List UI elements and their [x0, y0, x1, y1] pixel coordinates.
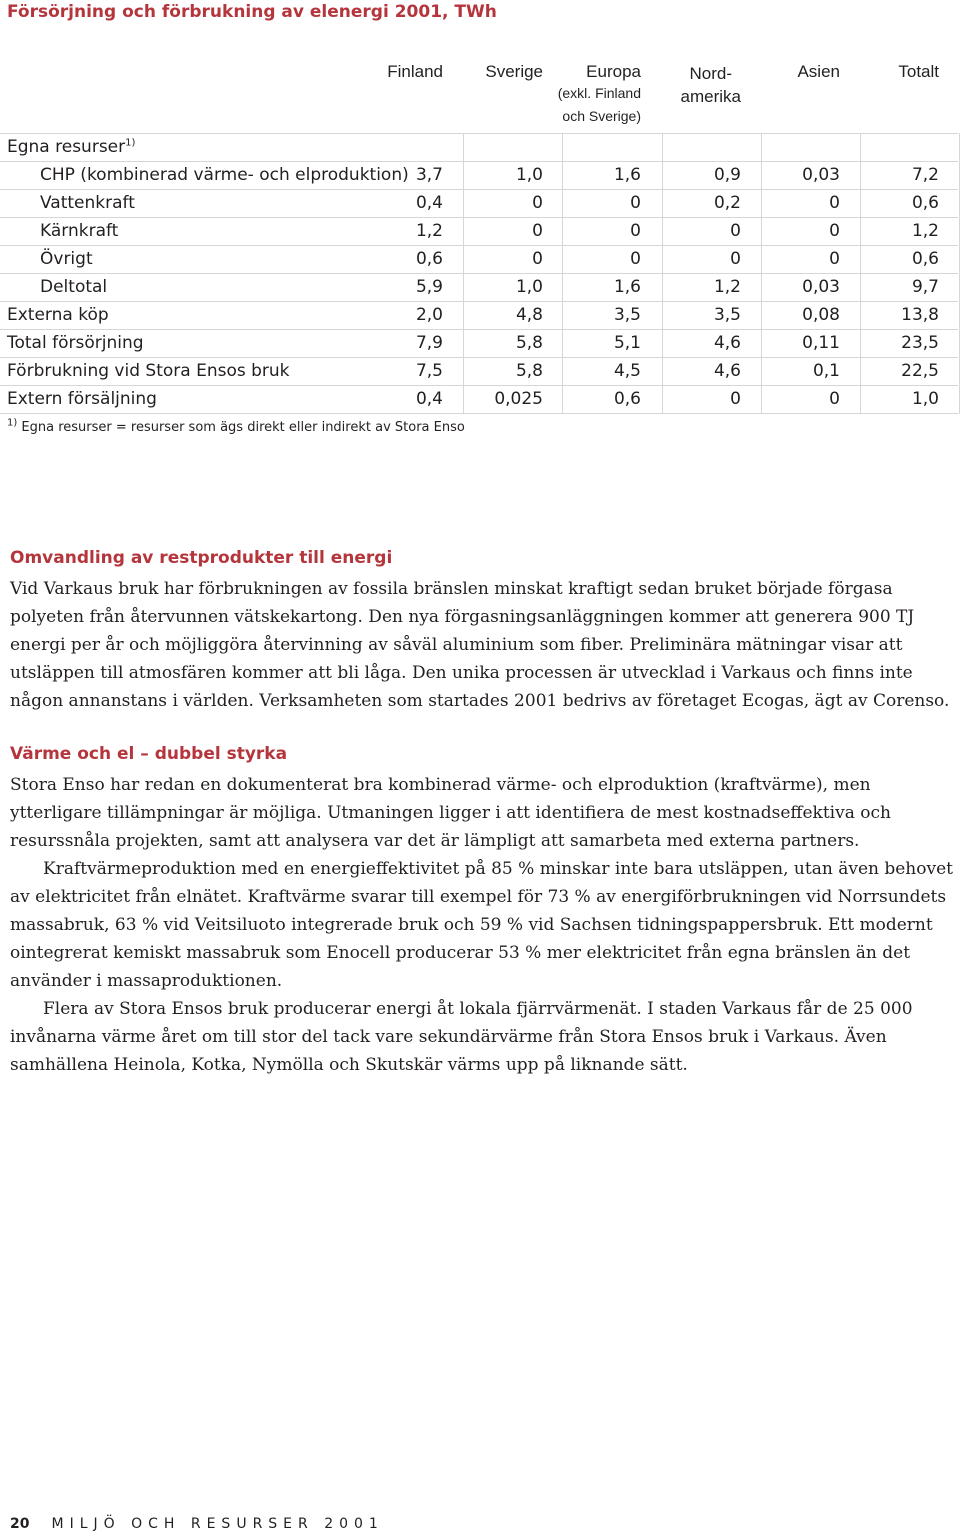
table-cell: 0 — [630, 249, 641, 269]
table-cell: 5,8 — [515, 333, 543, 353]
table-row — [0, 162, 960, 190]
table-cell: 22,5 — [901, 361, 939, 381]
table-cell: 1,2 — [415, 221, 443, 241]
table-cell: 0,4 — [415, 389, 443, 409]
table-cell: 2,0 — [415, 305, 443, 325]
table-row — [0, 330, 960, 358]
table-cell: 1,0 — [515, 277, 543, 297]
table-cell: 0 — [630, 193, 641, 213]
table-row — [0, 274, 960, 302]
table-cell: 0,6 — [911, 249, 939, 269]
table-cell: 4,6 — [713, 361, 741, 381]
table-cell: 1,2 — [911, 221, 939, 241]
table-section-row — [0, 134, 960, 162]
table-cell: 0 — [829, 389, 840, 409]
col-header-finland: Finland — [387, 62, 443, 81]
table-cell: 0,4 — [415, 193, 443, 213]
table-cell: 7,2 — [911, 165, 939, 185]
section1-heading: Omvandling av restprodukter till energi — [10, 548, 393, 568]
table-cell: 0,03 — [802, 165, 840, 185]
table-cell: 1,0 — [515, 165, 543, 185]
table-footnote: $^{1)}$ Egna resurser = resurser som ägs direkt eller indirekt av Stora Enso — [7, 417, 465, 435]
table-cell: 0 — [829, 221, 840, 241]
table-cell: 0 — [532, 249, 543, 269]
table-cell: 0,025 — [494, 389, 543, 409]
table-cell: 0,03 — [802, 277, 840, 297]
publication-name: MILJÖ OCH RESURSER 2001 — [51, 1516, 384, 1532]
table-cell: 3,5 — [613, 305, 641, 325]
table-cell: 0,08 — [802, 305, 840, 325]
table-cell: 0,9 — [713, 165, 741, 185]
row-label: Deltotal — [40, 277, 108, 297]
table-row — [0, 246, 960, 274]
section1-text: Vid Varkaus bruk har förbrukningen av fossila bränslen minskat kraftigt sedan bruket började förgasa polyeten från återvunnen vätskekartong. Den nya förgasningsanläggningen kommer att generera 900 TJ energi per år och möjliggöra återvinning av såväl aluminium som fiber. Preliminära mätningar visar att utsläppen till atmosfären kommer att bli låga. Den unika processen är utvecklad i Varkaus och finns inte någon annanstans i världen. Verksamheten som startades 2001 bedrivs av företaget Ecogas, ägt av Corenso. — [10, 579, 950, 711]
table-cell: 0 — [730, 249, 741, 269]
page-number: 20 — [10, 1516, 30, 1532]
table-row — [0, 302, 960, 330]
page-footer — [10, 1516, 384, 1532]
col-header-nordamerika: Nord- amerika — [680, 64, 741, 106]
table-cell: 7,9 — [415, 333, 443, 353]
row-label: Övrigt — [40, 249, 93, 269]
row-label: Vattenkraft — [40, 193, 135, 213]
table-cell: 3,7 — [415, 165, 443, 185]
table-cell: 0 — [829, 249, 840, 269]
table-cell: 0 — [532, 221, 543, 241]
table-cell: 0,11 — [802, 333, 840, 353]
table-cell: 1,6 — [613, 277, 641, 297]
row-label: Förbrukning vid Stora Ensos bruk — [7, 361, 290, 381]
table-title: Försörjning och förbrukning av elenergi 2001, TWh — [7, 2, 497, 22]
col-header-sverige: Sverige — [485, 62, 543, 81]
table-cell: 5,9 — [415, 277, 443, 297]
table-cell: 5,1 — [613, 333, 641, 353]
table-row — [0, 358, 960, 386]
table-cell: 1,2 — [713, 277, 741, 297]
table-cell: 5,8 — [515, 361, 543, 381]
row-label: Total försörjning — [7, 333, 144, 353]
table-cell: 13,8 — [901, 305, 939, 325]
table-cell: 4,8 — [515, 305, 543, 325]
table-cell: 7,5 — [415, 361, 443, 381]
table-cell: 0 — [630, 221, 641, 241]
col-header-totalt: Totalt — [898, 62, 939, 81]
table-cell: 4,6 — [713, 333, 741, 353]
table-cell: 0 — [730, 221, 741, 241]
row-label: Kärnkraft — [40, 221, 119, 241]
table-cell: 0 — [532, 193, 543, 213]
section-label: Egna resurser$^{1)}$ — [7, 137, 136, 157]
table-cell: 9,7 — [911, 277, 939, 297]
table-cell: 23,5 — [901, 333, 939, 353]
table-cell: 0,6 — [415, 249, 443, 269]
table-cell: 0 — [829, 193, 840, 213]
table-cell: 0,6 — [911, 193, 939, 213]
table-cell: 0,2 — [713, 193, 741, 213]
table-cell: 0,6 — [613, 389, 641, 409]
table-cell: 3,5 — [713, 305, 741, 325]
table-row — [0, 190, 960, 218]
section2-paragraph-3: Flera av Stora Ensos bruk producerar energi åt lokala fjärrvärmenät. I staden Varkaus får de 25 000 invånarna värme året om till stor del tack vare sekundärvärme från Stora Ensos bruk i Varkaus. Även samhällena Heinola, Kotka, Nymölla och Skutskär värms upp på liknande sätt. — [10, 999, 913, 1075]
col-header-asien: Asien — [797, 62, 840, 81]
table-row — [0, 386, 960, 414]
row-label: CHP (kombinerad värme- och elproduktion) — [40, 165, 409, 185]
section2-paragraph-1: Stora Enso har redan en dokumenterat bra kombinerad värme- och elproduktion (kraftvärme), men ytterligare tillämpningar är möjliga. Utmaningen ligger i att identifiera de mest kostnadseffektiva och resurssnåla projekten, samt att analysera var det är lämpligt att samarbeta med externa partners. — [10, 775, 891, 851]
table-cell: 1,0 — [911, 389, 939, 409]
section2-heading: Värme och el – dubbel styrka — [10, 744, 288, 764]
table-cell: 4,5 — [613, 361, 641, 381]
table-row — [0, 218, 960, 246]
row-label: Externa köp — [7, 305, 109, 325]
table-cell: 1,6 — [613, 165, 641, 185]
table-cell: 0 — [730, 389, 741, 409]
table-cell: 0,1 — [812, 361, 840, 381]
row-label: Extern försäljning — [7, 389, 157, 409]
col-header-europa: Europa (exkl. Finland och Sverige) — [557, 62, 641, 124]
section2-paragraph-2: Kraftvärmeproduktion med en energieffektivitet på 85 % minskar inte bara utsläppen, utan även behovet av elektricitet från elnätet. Kraftvärme svarar till exempel för 73 % av energiförbrukningen vid Norrsundets massabruk, 63 % vid Veitsiluoto integrerade bruk och 59 % vid Sachsen tidningspappersbruk. Ett modernt ointegrerat kemiskt massabruk som Enocell producerar 53 % mer elektricitet från egna bränslen än det använder i massaproduktionen. — [10, 859, 953, 991]
